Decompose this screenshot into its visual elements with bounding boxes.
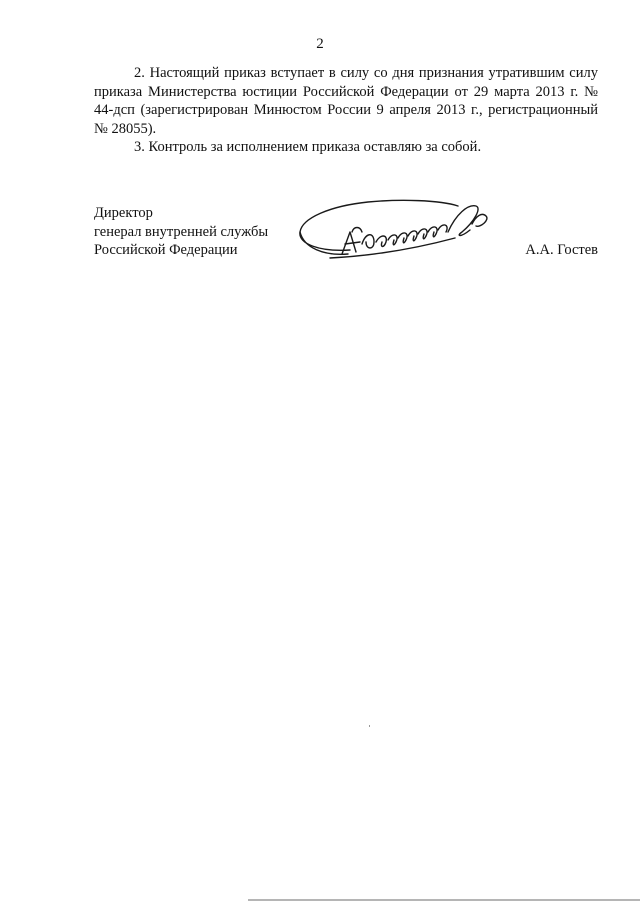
- scan-speck: [369, 725, 370, 727]
- order-body: [94, 64, 598, 157]
- signer-title-line-1: Директор: [94, 205, 153, 221]
- signer-name: А.А. Гостев: [525, 242, 598, 258]
- paragraph-effective-date: 2. Настоящий приказ вступает в силу со дня признания утратившим силу приказа Министерства юстиции Российской Федерации от 29 марта 2013 г. № 44-дсп (зарегистрирован Минюстом России 9 апреля 2013 г., регистрационный № 28055).: [94, 65, 598, 137]
- scan-edge-line: [248, 899, 640, 901]
- page-number: 2: [316, 36, 324, 52]
- signer-title-line-3: Российской Федерации: [94, 242, 238, 258]
- paragraph-control: 3. Контроль за исполнением приказа оставляю за собой.: [134, 139, 482, 155]
- signer-position: [94, 204, 268, 260]
- signer-title-line-2: генерал внутренней службы: [94, 223, 269, 240]
- signature-icon: [290, 192, 505, 267]
